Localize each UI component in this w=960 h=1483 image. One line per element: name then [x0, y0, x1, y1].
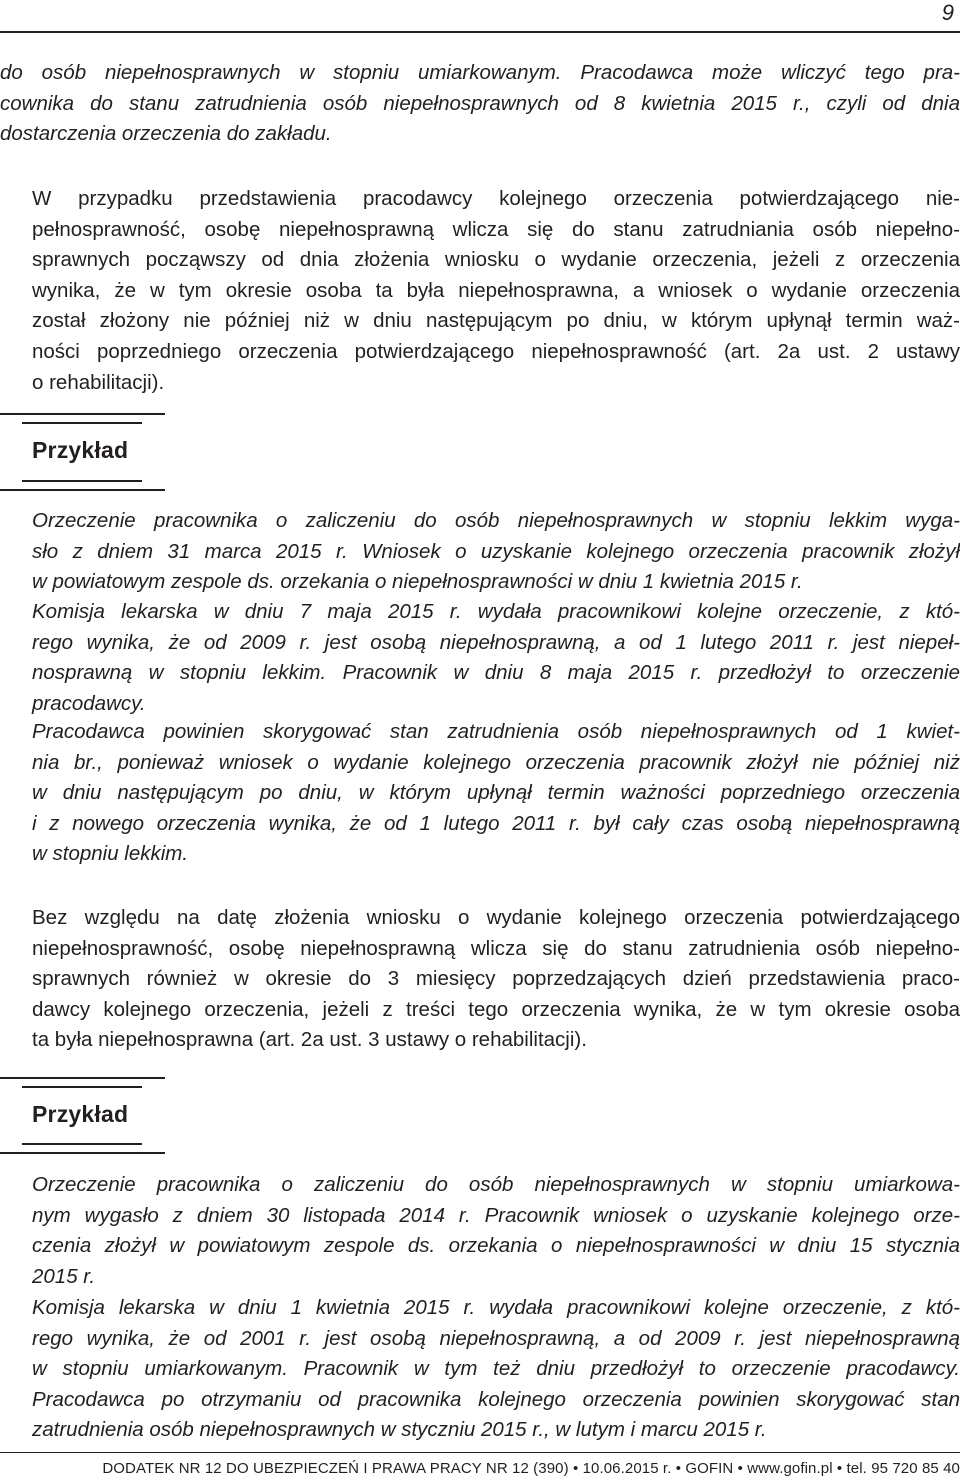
text-line: pełnosprawność, osobę niepełnosprawną wlicza się do stanu zatrudniania osób niepełno- — [32, 217, 960, 241]
footer-rule — [0, 1452, 960, 1453]
text-line: do osób niepełnosprawnych w stopniu umiarkowanym. Pracodawca może wliczyć tego pra- — [0, 61, 960, 84]
text-line: w stopniu umiarkowanym. Pracownik w tym też dniu przedłożył to orzeczenie pracodawcy. — [32, 1357, 960, 1381]
text-line: zatrudnienia osób niepełnosprawnych w styczniu 2015 r., w lutym i marcu 2015 r. — [32, 1418, 767, 1442]
text-line: sprawnych począwszy od dnia złożenia wniosku o wydanie orzeczenia, jeżeli z orzeczenia — [32, 248, 960, 272]
text-line: rego wynika, że od 2001 r. jest osobą niepełnosprawną, a od 2009 r. jest niepełnosprawną — [32, 1326, 960, 1350]
example-2-paragraph-2 — [0, 1293, 960, 1446]
body-paragraph-2 — [0, 903, 960, 1056]
example-rule-top-inner — [22, 422, 142, 424]
example-rule-bottom-outer — [0, 489, 165, 491]
text-line: 2015 r. — [32, 1264, 96, 1288]
page-number: 9 — [941, 0, 954, 25]
text-line: Komisja lekarska w dniu 1 kwietnia 2015 r. wydała pracownikowi kolejne orzeczenie, z któ- — [32, 1296, 960, 1319]
page-footer: DODATEK NR 12 DO UBEZPIECZEŃ I PRAWA PRACY NR 12 (390) • 10.06.2015 r. • GOFIN • www.gofin.pl • tel. 95 720 85 40 — [102, 1460, 960, 1477]
text-line: sprawnych również w okresie do 3 miesięcy poprzedzających dzień przedstawienia praco- — [32, 967, 960, 991]
text-line: niepełnosprawność, osobę niepełnosprawną wlicza się do stanu zatrudnienia osób niepełno- — [32, 936, 960, 960]
text-line: wynika, że w tym okresie osoba ta była niepełnosprawna, a wniosek o wydanie orzeczenia — [32, 278, 960, 302]
text-line: Orzeczenie pracownika o zaliczeniu do osób niepełnosprawnych w stopniu lekkim wyga- — [32, 509, 960, 532]
example-1-paragraph-2 — [0, 597, 960, 719]
text-line: W przypadku przedstawienia pracodawcy kolejnego orzeczenia potwierdzającego nie- — [32, 187, 960, 210]
text-line: w dniu następującym po dniu, w którym upłynął termin ważności poprzedniego orzeczenia — [32, 781, 960, 805]
example-2-heading: Przykład — [32, 1101, 129, 1127]
text-line: nosprawną w stopniu lekkim. Pracownik w dniu 8 maja 2015 r. przedłożył to orzeczenie — [32, 661, 960, 685]
text-line: dostarczenia orzeczenia do zakładu. — [0, 122, 332, 146]
text-line: o rehabilitacji). — [32, 370, 165, 394]
text-line: pracodawcy. — [32, 691, 146, 715]
text-line: ta była niepełnosprawna (art. 2a ust. 3 ustawy o rehabilitacji). — [32, 1028, 587, 1052]
text-line: cownika do stanu zatrudnienia osób niepełnosprawnych od 8 kwietnia 2015 r., czyli od dnia — [0, 91, 960, 115]
text-line: dawcy kolejnego orzeczenia, jeżeli z treści tego orzeczenia wynika, że w tym okresie osoba — [32, 997, 960, 1021]
example-rule-bottom-inner — [22, 1143, 142, 1145]
example-rule-top-inner — [22, 1086, 142, 1088]
text-line: Bez względu na datę złożenia wniosku o wydanie kolejnego orzeczenia potwierdzającego — [32, 906, 960, 929]
example-1-paragraph-3 — [0, 717, 960, 870]
example-rule-bottom-inner — [22, 480, 142, 482]
text-line: Pracodawca powinien skorygować stan zatrudnienia osób niepełnosprawnych od 1 kwiet- — [32, 720, 960, 743]
text-line: Orzeczenie pracownika o zaliczeniu do osób niepełnosprawnych w stopniu umiarkowa- — [32, 1173, 960, 1196]
example-rule-bottom-outer — [0, 1152, 165, 1154]
example-1-paragraph-1 — [0, 506, 960, 598]
text-line: został złożony nie później niż w dniu następującym po dniu, w którym upłynął termin waż- — [32, 309, 960, 333]
text-line: czenia złożył w powiatowym zespole ds. orzekania o niepełnosprawności w dniu 15 stycznia — [32, 1234, 960, 1258]
text-line: Komisja lekarska w dniu 7 maja 2015 r. wydała pracownikowi kolejne orzeczenie, z któ- — [32, 600, 960, 623]
example-1-heading: Przykład — [32, 437, 129, 463]
intro-paragraph — [0, 58, 960, 150]
text-line: nia br., ponieważ wniosek o wydanie kolejnego orzeczenia pracownik złożył nie później niż — [32, 750, 960, 774]
example-rule-top-outer — [0, 413, 165, 415]
example-2-paragraph-1 — [0, 1170, 960, 1292]
text-line: w powiatowym zespole ds. orzekania o niepełnosprawności w dniu 1 kwietnia 2015 r. — [32, 570, 803, 594]
body-paragraph-1 — [0, 184, 960, 398]
text-line: Pracodawca po otrzymaniu od pracownika kolejnego orzeczenia powinien skorygować stan — [32, 1387, 960, 1411]
text-line: ności poprzedniego orzeczenia potwierdzającego niepełnosprawność (art. 2a ust. 2 ustawy — [32, 339, 960, 363]
text-line: w stopniu lekkim. — [32, 842, 189, 866]
header-rule — [0, 31, 960, 33]
example-rule-top-outer — [0, 1077, 165, 1079]
text-line: i z nowego orzeczenia wynika, że od 1 lutego 2011 r. był cały czas osobą niepełnosprawną — [32, 811, 960, 835]
text-line: nym wygasło z dniem 30 listopada 2014 r. Pracownik wniosek o uzyskanie kolejnego orze- — [32, 1203, 960, 1227]
text-line: rego wynika, że od 2009 r. jest osobą niepełnosprawną, a od 1 lutego 2011 r. jest niepeł- — [32, 630, 960, 654]
text-line: sło z dniem 31 marca 2015 r. Wniosek o uzyskanie kolejnego orzeczenia pracownik złożył — [32, 539, 960, 563]
